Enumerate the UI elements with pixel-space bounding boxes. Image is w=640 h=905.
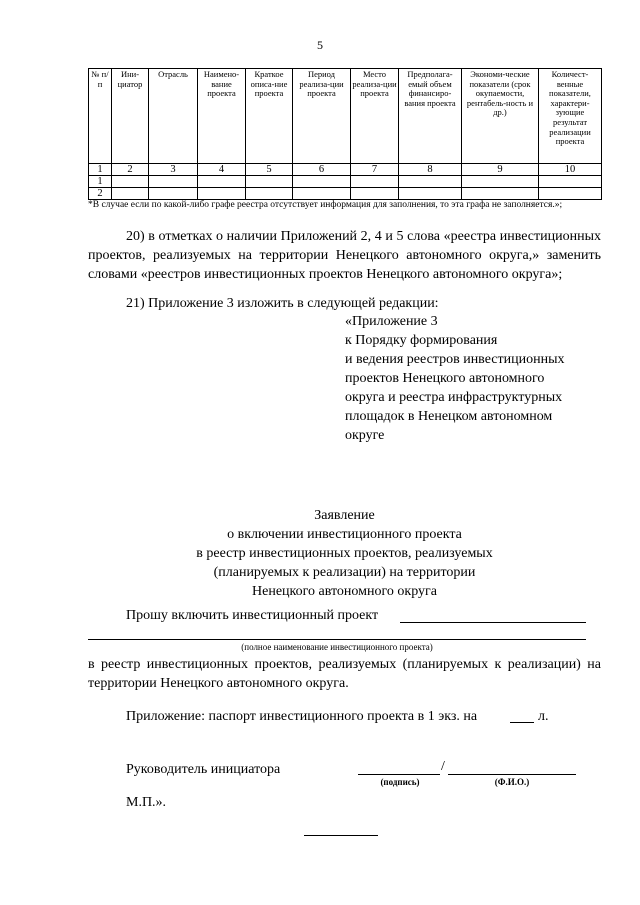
table-header-cell: Период реализа-ции проекта	[293, 69, 351, 164]
signer-label: Руководитель инициатора	[126, 762, 281, 777]
row-number-cell: 2	[89, 188, 112, 200]
title-line: Ненецкого автономного округа	[252, 584, 437, 599]
table-row	[89, 176, 602, 188]
attachment-prefix: Приложение: паспорт инвестиционного проекта в 1 экз. на	[126, 709, 478, 724]
title-line: (планируемых к реализации) на территории	[213, 565, 476, 580]
closing-divider	[304, 835, 378, 836]
table-cell	[539, 188, 602, 200]
table-cell	[293, 176, 351, 188]
table-header-cell: Экономи-ческие показатели (срок окупаемости, рентабель-ность и др.)	[462, 69, 539, 164]
table-cell	[112, 176, 149, 188]
fio-line	[448, 774, 576, 775]
column-number-cell: 10	[539, 164, 602, 176]
project-name-caption: (полное наименование инвестиционного проекта)	[241, 642, 433, 652]
appendix-line: округе	[345, 428, 385, 443]
column-number-cell: 5	[246, 164, 293, 176]
attachment-suffix: л.	[538, 709, 549, 724]
signature-caption: (подпись)	[380, 777, 420, 787]
seal-label: М.П.».	[126, 795, 167, 810]
project-name-full-line	[88, 639, 586, 640]
table-cell	[399, 176, 462, 188]
table-cell	[351, 188, 399, 200]
table-header-cell: Отрасль	[149, 69, 198, 164]
appendix-line: «Приложение 3	[345, 314, 438, 329]
table-header-cell: Ини-циатор	[112, 69, 149, 164]
project-name-line	[400, 622, 586, 623]
table-cell	[246, 188, 293, 200]
appendix-line: проектов Ненецкого автономного	[345, 371, 545, 386]
table-header-cell: Наимено-вание проекта	[198, 69, 246, 164]
table-cell	[351, 176, 399, 188]
row-number-cell: 1	[89, 176, 112, 188]
registry-table	[88, 68, 602, 200]
appendix-line: и ведения реестров инвестиционных	[345, 352, 565, 367]
column-number-cell: 7	[351, 164, 399, 176]
page-number: 5	[317, 38, 323, 52]
registry-text: в реестр инвестиционных проектов, реализуемых (планируемых к реализации) на территории Ненецкого автономного округа.	[88, 657, 601, 691]
application-title	[88, 506, 601, 601]
column-number-row	[89, 164, 602, 176]
appendix-line: округа и реестра инфраструктурных	[345, 390, 563, 405]
column-number-cell: 6	[293, 164, 351, 176]
table-cell	[149, 176, 198, 188]
table-header-cell: Количест-венные показатели, характери-зующие результат реализации проекта	[539, 69, 602, 164]
table-cell	[246, 176, 293, 188]
amendment-item-20: 20) в отметках о наличии Приложений 2, 4 и 5 слова «реестра инвестиционных проектов, реализуемых на территории Ненецкого автономного округа,» заменить словами «реестров инвестиционных проектов Ненецкого автономного округа»;	[88, 229, 601, 282]
table-cell	[198, 176, 246, 188]
table-header-cell: Краткое описа-ние проекта	[246, 69, 293, 164]
appendix-reference	[345, 312, 605, 445]
sheet-count-line	[510, 722, 534, 723]
appendix-line: к Порядку формирования	[345, 333, 498, 348]
table-row	[89, 188, 602, 200]
title-line: в реестр инвестиционных проектов, реализуемых	[196, 546, 493, 561]
column-number-cell: 4	[198, 164, 246, 176]
column-number-cell: 8	[399, 164, 462, 176]
appendix-line: площадок в Ненецком автономном	[345, 409, 553, 424]
table-cell	[462, 176, 539, 188]
table-header-cell: Место реализа-ции проекта	[351, 69, 399, 164]
signature-line	[358, 774, 440, 775]
fio-caption: (Ф.И.О.)	[494, 777, 530, 787]
table-footnote: *В случае если по какой-либо графе реестра отсутствует информация для заполнения, то эта графа не заполняется.»;	[88, 200, 563, 210]
column-number-cell: 2	[112, 164, 149, 176]
column-number-cell: 1	[89, 164, 112, 176]
table-header-cell: Предполага-емый объем финансиро-вания проекта	[399, 69, 462, 164]
table-cell	[539, 176, 602, 188]
table-header-cell: № п/п	[89, 69, 112, 164]
column-number-cell: 9	[462, 164, 539, 176]
title-line: о включении инвестиционного проекта	[227, 527, 462, 542]
title-line: Заявление	[314, 508, 375, 523]
table-cell	[462, 188, 539, 200]
amendment-item-21: 21) Приложение 3 изложить в следующей редакции:	[126, 296, 439, 311]
table-cell	[399, 188, 462, 200]
table-cell	[112, 188, 149, 200]
column-number-cell: 3	[149, 164, 198, 176]
table-cell	[198, 188, 246, 200]
table-cell	[149, 188, 198, 200]
table-cell	[293, 188, 351, 200]
table-header-row	[89, 69, 602, 164]
request-text: Прошу включить инвестиционный проект	[126, 608, 379, 623]
signature-separator: /	[441, 759, 445, 774]
